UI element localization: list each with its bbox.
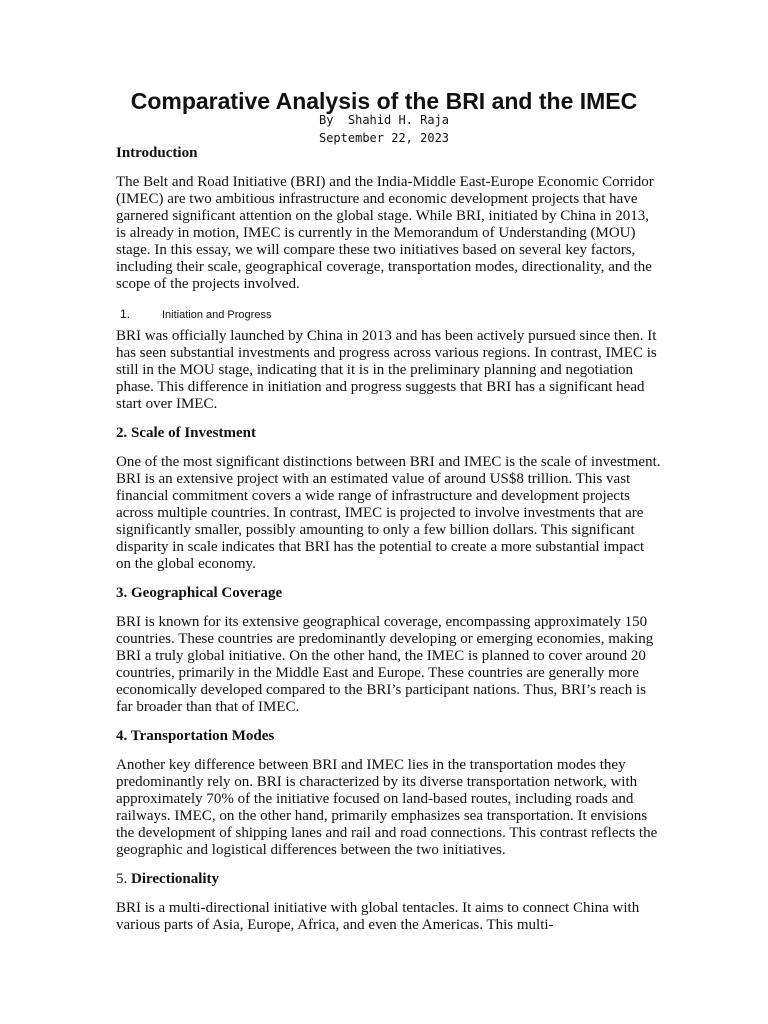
author-line: By Shahid H. Raja <box>318 113 450 127</box>
document-body <box>116 145 661 934</box>
section-heading-directionality <box>116 871 661 888</box>
section-heading-initiation <box>116 307 661 322</box>
section-title: Initiation and Progress <box>162 309 272 321</box>
paragraph-directionality: BRI is a multi-directional initiative with global tentacles. It aims to connect China with various parts of Asia, Europe, Africa, and even the Americas. This multi- <box>116 900 640 933</box>
section-heading-geography: 3. Geographical Coverage <box>116 585 283 601</box>
paragraph-introduction: The Belt and Road Initiative (BRI) and the India-Middle East-Europe Economic Corridor (IMEC) are two ambitious infrastructure and economic development projects that have garnered significant attention on the global stage. While BRI, initiated by China in 2013, is already in motion, IMEC is currently in the Memorandum of Understanding (MOU) stage. In this essay, we will compare these two initiatives based on several key factors, including their scale, geographical coverage, transportation modes, directionality, and the scope of the projects involved. <box>116 174 654 292</box>
paragraph-scale: One of the most significant distinctions between BRI and IMEC is the scale of investment. BRI is an extensive project with an estimated value of around US$8 trillion. This vast financial commitment covers a wide range of infrastructure and development projects across multiple countries. In contrast, IMEC is projected to involve investments that are significantly smaller, possibly amounting to only a few billion dollars. This significant disparity in scale indicates that BRI has the potential to create a more substantial impact on the global economy. <box>116 454 661 572</box>
section-title: Directionality <box>131 871 220 887</box>
section-heading-transportation: 4. Transportation Modes <box>116 728 275 744</box>
section-number: 1. <box>120 307 131 321</box>
paragraph-geography: BRI is known for its extensive geographical coverage, encompassing approximately 150 countries. These countries are predominantly developing or emerging economies, making BRI a truly global initiative. On the other hand, the IMEC is planned to cover around 20 countries, primarily in the Middle East and Europe. These countries are generally more economically developed compared to the BRI’s participant nations. Thus, BRI’s reach is far broader than that of IMEC. <box>116 614 654 715</box>
document-title: Comparative Analysis of the BRI and the IMEC <box>130 88 638 114</box>
section-heading-introduction: Introduction <box>116 145 198 161</box>
paragraph-transportation: Another key difference between BRI and IMEC lies in the transportation modes they predominantly rely on. BRI is characterized by its diverse transportation network, with approximately 70% of the initiative focused on land-based routes, including roads and railways. IMEC, on the other hand, primarily emphasizes sea transportation. It envisions the development of shipping lanes and rail and road connections. This contrast reflects the geographic and logistical differences between the two initiatives. <box>116 757 658 858</box>
paragraph-initiation: BRI was officially launched by China in 2013 and has been actively pursued since then. It has seen substantial investments and progress across various regions. In contrast, IMEC is still in the MOU stage, indicating that it is in the preliminary planning and negotiation phase. This difference in initiation and progress suggests that BRI has a significant head start over IMEC. <box>116 328 657 412</box>
section-number: 5. <box>116 871 128 887</box>
section-heading-scale: 2. Scale of Investment <box>116 425 256 441</box>
date-line: September 22, 2023 <box>318 131 450 145</box>
